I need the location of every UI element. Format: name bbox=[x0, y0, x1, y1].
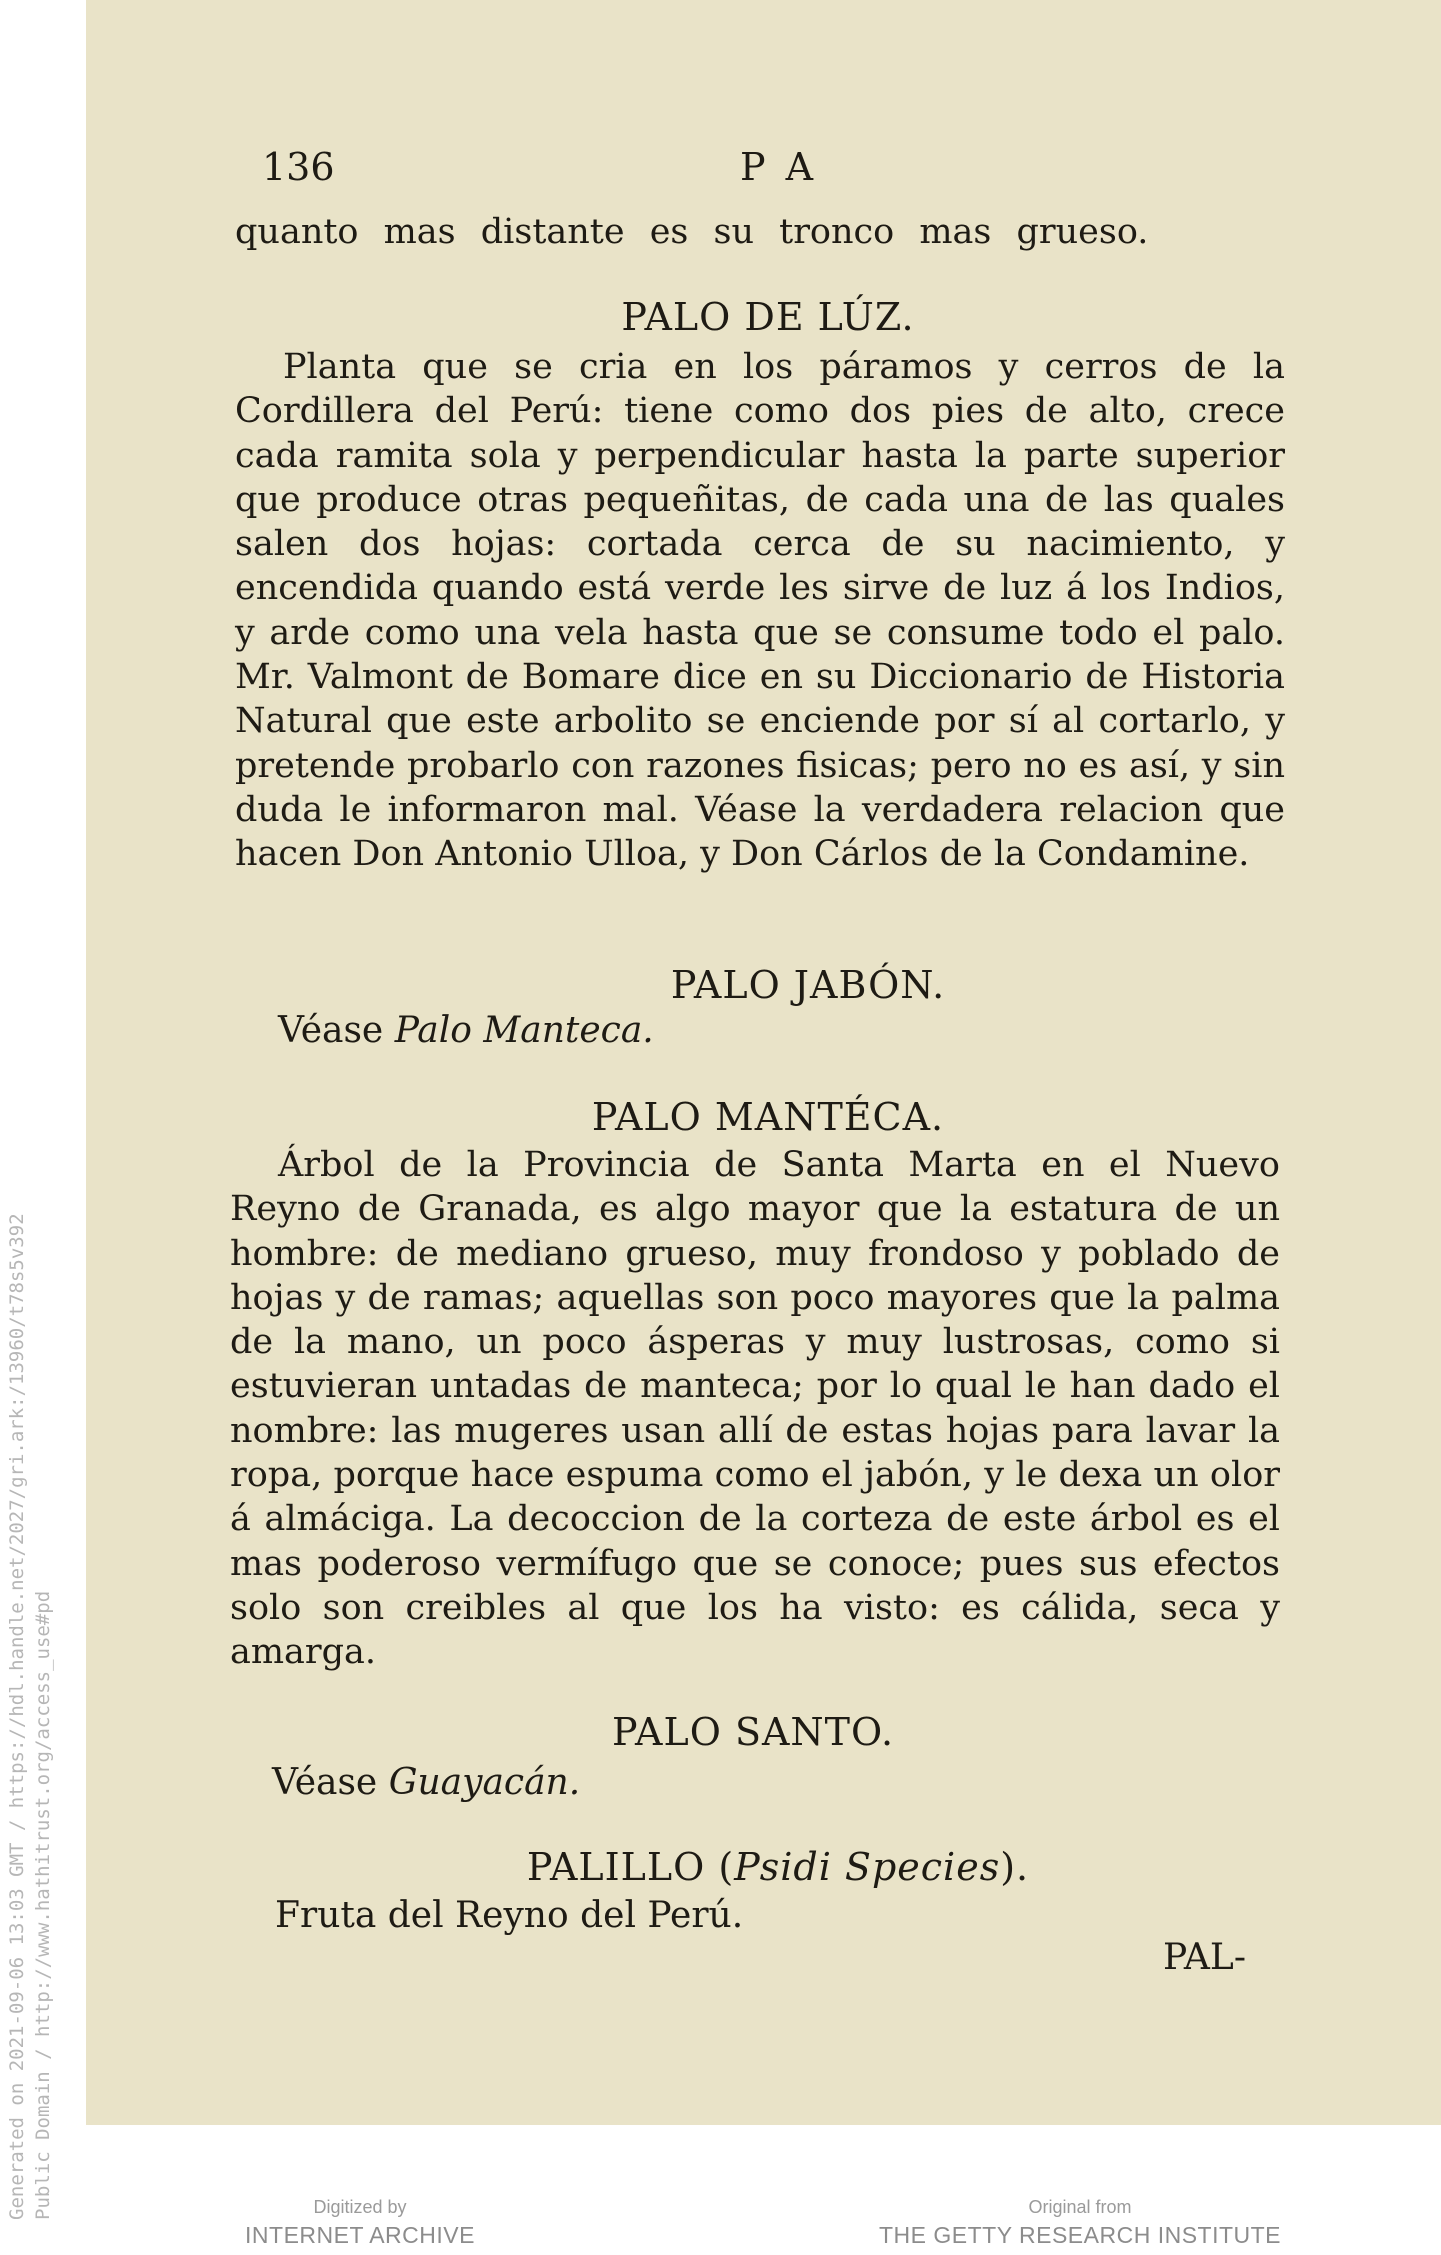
see-prefix: Véase bbox=[272, 1762, 378, 1803]
entry-title-palo-manteca: PALO MANTÉCA. bbox=[591, 1095, 945, 1139]
watermark-line-license: Public Domain / http://www.hathitrust.org/access_use#pd bbox=[32, 1590, 54, 2220]
watermark-line-generated: Generated on 2021-09-06 13:03 GMT / https://hdl.handle.net/2027/gri.ark:/13960/t78s5v392 bbox=[6, 1213, 28, 2220]
catchword: PAL- bbox=[1163, 1937, 1246, 1978]
see-prefix: Véase bbox=[278, 1010, 384, 1051]
digitized-source: INTERNET ARCHIVE bbox=[245, 2222, 475, 2248]
entry-body-palo-de-luz: Planta que se cria en los páramos y cerros de la Cordillera del Perú: tiene como dos pies de alto, crece cada ramita sola y perpendicular hasta la parte superior que produce otras pequeñitas, de cada una de las quales salen dos hojas: cortada cerca de su nacimiento, y encendida quando está verde les sirve de luz á los Indios, y arde como una vela hasta que se consume todo el palo. Mr. Valmont de Bomare dice en su Diccionario de Historia Natural que este arbolito se enciende por sí al cortarlo, y pretende probarlo con razones fisicas; pero no es así, y sin duda le informaron mal. Véase la verdadera relacion que hacen Don Antonio Ulloa, y Don Cárlos de la Condamine. bbox=[235, 347, 1285, 875]
species-name: Psidi Species bbox=[734, 1845, 1001, 1889]
footer-original bbox=[870, 2195, 1290, 2251]
cross-reference-palo-santo bbox=[272, 1762, 580, 1803]
footer-digitized bbox=[210, 2195, 510, 2251]
see-reference: Guayacán. bbox=[388, 1762, 581, 1803]
cross-reference-palo-jabon bbox=[278, 1010, 654, 1051]
entry-body-palo-manteca: Árbol de la Provincia de Santa Marta en el Nuevo Reyno de Granada, es algo mayor que la estatura de un hombre: de mediano grueso, muy frondoso y poblado de hojas y de ramas; aquellas son poco mayores que la palma de la mano, un poco ásperas y muy lustrosas, como si estuvieran untadas de manteca; por lo qual le han dado el nombre: las mugeres usan allí de estas hojas para lavar la ropa, porque hace espuma como el jabón, y le dexa un olor á almáciga. La decoccion de la corteza de este árbol es el mas poderoso vermífugo que se conoce; pues sus efectos solo son creibles al que los ha visto: es cálida, seca y amarga. bbox=[230, 1145, 1280, 1673]
entry-body-palillo: Fruta del Reyno del Perú. bbox=[275, 1895, 744, 1936]
page-number: 136 bbox=[262, 145, 335, 189]
original-source: THE GETTY RESEARCH INSTITUTE bbox=[878, 2222, 1282, 2248]
hathitrust-watermark bbox=[4, 1100, 56, 2220]
continuation-line: quanto mas distante es su tronco mas grueso. bbox=[235, 212, 1149, 252]
entry-title-palo-jabon: PALO JABÓN. bbox=[670, 963, 946, 1007]
digitized-label: Digitized by bbox=[313, 2197, 407, 2217]
entry-title-palo-santo: PALO SANTO. bbox=[611, 1710, 895, 1754]
original-label: Original from bbox=[1028, 2197, 1132, 2217]
entry-title-palillo: PALILLO (Psidi Species). bbox=[526, 1845, 1030, 1889]
running-head: P A bbox=[740, 145, 818, 189]
see-reference: Palo Manteca. bbox=[394, 1010, 654, 1051]
entry-title-palo-de-luz: PALO DE LÚZ. bbox=[621, 295, 915, 339]
